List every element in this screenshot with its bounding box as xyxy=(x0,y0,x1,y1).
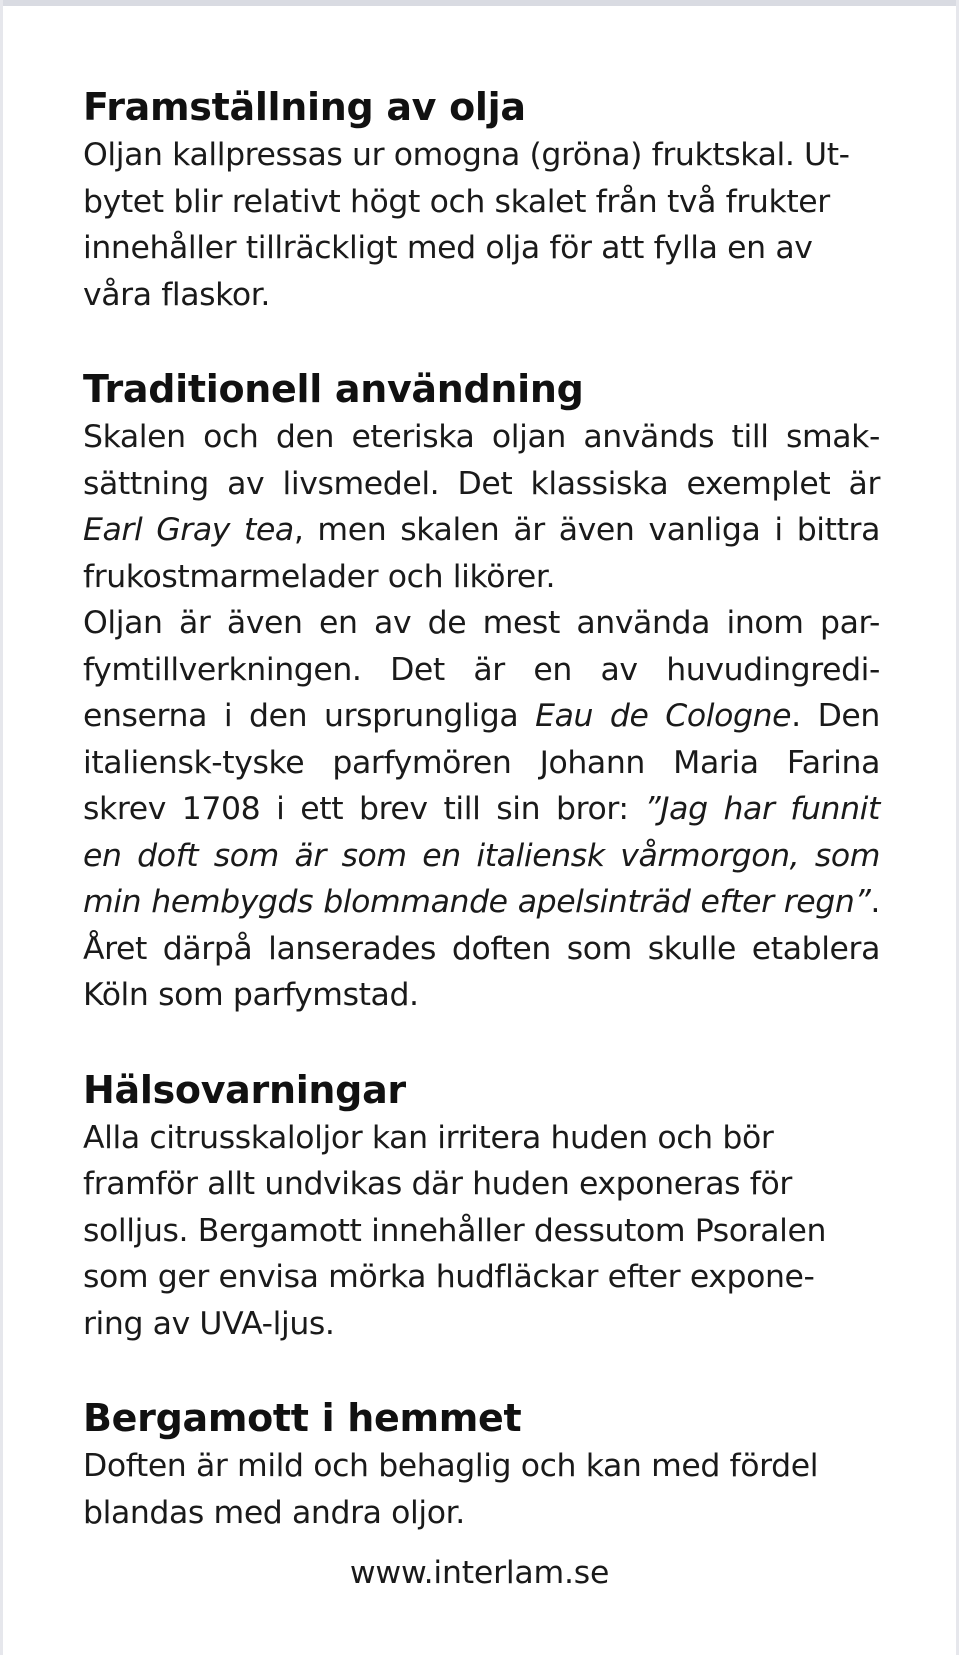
text-line: bytet blir relativt högt och skalet från två frukter xyxy=(83,183,830,220)
text-line xyxy=(83,507,880,554)
text-span: skrev 1708 i ett brev till sin bror: xyxy=(83,791,645,827)
top-border xyxy=(0,0,959,6)
text-line: solljus. Bergamott innehåller dessutom Psoralen xyxy=(83,1212,827,1249)
text-line xyxy=(83,879,880,926)
text-line: Oljan är även en av de mest använda inom par- xyxy=(83,605,880,641)
section-heading: Traditionell användning xyxy=(83,367,584,411)
text-line: blandas med andra oljor. xyxy=(83,1494,465,1531)
text-line: Oljan kallpressas ur omogna (gröna) fruktskal. Ut- xyxy=(83,137,850,173)
text-line: frukostmarmelader och likörer. xyxy=(83,558,556,595)
section-body-paragraph-1 xyxy=(83,414,880,600)
document-page xyxy=(83,82,880,1582)
text-line: som ger envisa mörka hudfläckar efter expone- xyxy=(83,1259,815,1295)
text-line: Skalen och den eteriska oljan används till smak- xyxy=(83,419,880,455)
text-line: Köln som parfymstad. xyxy=(83,977,419,1013)
text-line: Doften är mild och behaglig och kan med fördel xyxy=(83,1448,819,1484)
section-halsovarningar xyxy=(83,1065,880,1348)
section-heading: Bergamott i hemmet xyxy=(83,1396,522,1440)
section-framstallning xyxy=(83,82,880,318)
text-line: fymtillverkningen. Det är en av huvudingredi- xyxy=(83,651,880,688)
text-span: enserna i den ursprungliga xyxy=(83,698,536,734)
text-line: framför allt undvikas där huden exponeras för xyxy=(83,1166,792,1202)
text-span: , men skalen är även vanliga i bittra xyxy=(293,512,880,548)
text-line: Året därpå lanserades doften som skulle etablera xyxy=(83,930,880,967)
italic-text: Eau de Cologne xyxy=(535,698,792,734)
section-heading: Framställning av olja xyxy=(83,85,526,129)
text-line: italiensk-tyske parfymören Johann Maria Farina xyxy=(83,744,880,781)
text-line xyxy=(83,786,880,833)
section-bergamott-i-hemmet xyxy=(83,1393,880,1536)
italic-text: ”Jag har funnit xyxy=(644,791,880,827)
text-line: sättning av livsmedel. Det klassiska exemplet är xyxy=(83,465,880,502)
italic-text: en doft som är som en italiensk vårmorgon, som xyxy=(83,837,880,874)
section-heading: Hälsovarningar xyxy=(83,1067,406,1112)
text-line xyxy=(83,693,880,740)
section-body xyxy=(83,132,880,318)
section-body xyxy=(83,1115,880,1348)
section-traditionell xyxy=(83,364,880,1019)
section-body-paragraph-2 xyxy=(83,600,880,1019)
section-body xyxy=(83,1443,880,1536)
left-edge xyxy=(0,0,3,1655)
text-line: våra flaskor. xyxy=(83,276,271,313)
italic-text: Earl Gray tea xyxy=(83,512,294,548)
text-line xyxy=(83,833,880,880)
italic-text: min hembygds blommande apelsinträd efter regn” xyxy=(83,884,871,920)
footer-url[interactable]: www.interlam.se xyxy=(349,1555,610,1591)
text-span: . Den xyxy=(791,698,880,734)
text-line: ring av UVA-ljus. xyxy=(83,1305,335,1342)
text-span: . xyxy=(870,884,880,920)
text-line: innehåller tillräckligt med olja för att fylla en av xyxy=(83,230,813,266)
text-line: Alla citrusskaloljor kan irritera huden och bör xyxy=(83,1119,774,1156)
